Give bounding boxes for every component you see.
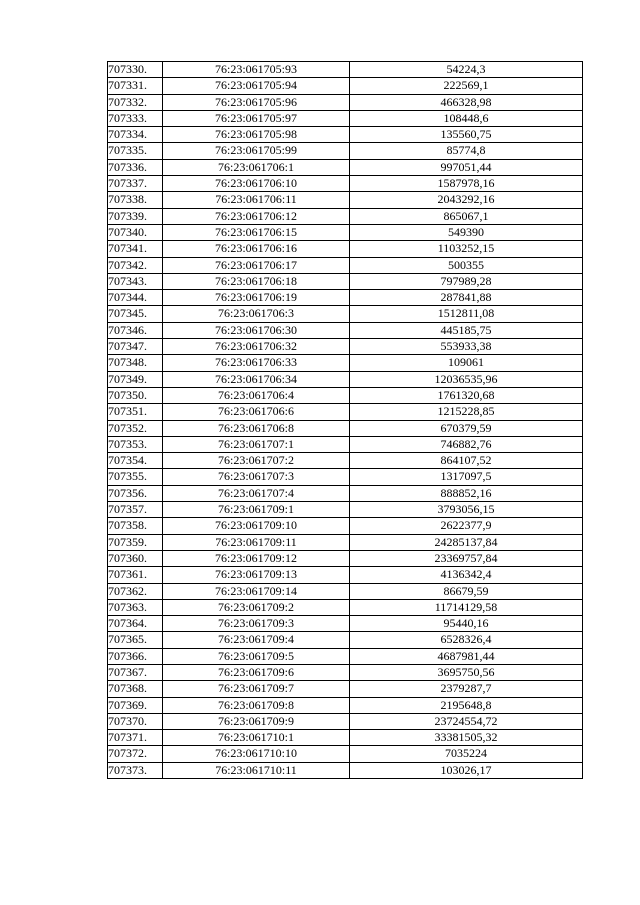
table-row — [108, 599, 583, 615]
cadastral-value-cell: 549390 — [350, 224, 583, 240]
cadastral-number-cell: 76:23:061706:1 — [163, 159, 350, 175]
row-number-cell: 707334. — [108, 127, 163, 143]
cadastral-number-cell: 76:23:061709:9 — [163, 713, 350, 729]
row-number-cell: 707342. — [108, 257, 163, 273]
cadastral-value-cell: 3793056,15 — [350, 502, 583, 518]
row-number-cell: 707332. — [108, 94, 163, 110]
table-row — [108, 257, 583, 273]
table-row — [108, 371, 583, 387]
row-number-cell: 707370. — [108, 713, 163, 729]
cadastral-value-cell: 865067,1 — [350, 208, 583, 224]
table-row — [108, 290, 583, 306]
cadastral-value-table — [107, 61, 583, 779]
row-number-cell: 707358. — [108, 518, 163, 534]
cadastral-value-cell: 85774,8 — [350, 143, 583, 159]
cadastral-value-cell: 1512811,08 — [350, 306, 583, 322]
cadastral-number-cell: 76:23:061707:3 — [163, 469, 350, 485]
row-number-cell: 707354. — [108, 453, 163, 469]
cadastral-number-cell: 76:23:061705:99 — [163, 143, 350, 159]
cadastral-number-cell: 76:23:061709:14 — [163, 583, 350, 599]
row-number-cell: 707344. — [108, 290, 163, 306]
cadastral-number-cell: 76:23:061709:10 — [163, 518, 350, 534]
cadastral-value-cell: 103026,17 — [350, 762, 583, 778]
row-number-cell: 707366. — [108, 648, 163, 664]
cadastral-number-cell: 76:23:061706:8 — [163, 420, 350, 436]
table-row — [108, 94, 583, 110]
cadastral-number-cell: 76:23:061709:5 — [163, 648, 350, 664]
cadastral-number-cell: 76:23:061706:30 — [163, 322, 350, 338]
row-number-cell: 707345. — [108, 306, 163, 322]
row-number-cell: 707364. — [108, 616, 163, 632]
cadastral-value-cell: 445185,75 — [350, 322, 583, 338]
table-row — [108, 62, 583, 78]
cadastral-value-cell: 23724554,72 — [350, 713, 583, 729]
table-row — [108, 420, 583, 436]
row-number-cell: 707353. — [108, 436, 163, 452]
cadastral-number-cell: 76:23:061709:11 — [163, 534, 350, 550]
cadastral-value-cell: 466328,98 — [350, 94, 583, 110]
row-number-cell: 707361. — [108, 567, 163, 583]
cadastral-value-cell: 24285137,84 — [350, 534, 583, 550]
cadastral-number-cell: 76:23:061710:10 — [163, 746, 350, 762]
cadastral-value-cell: 95440,16 — [350, 616, 583, 632]
cadastral-value-cell: 746882,76 — [350, 436, 583, 452]
row-number-cell: 707372. — [108, 746, 163, 762]
cadastral-value-cell: 7035224 — [350, 746, 583, 762]
table-row — [108, 404, 583, 420]
cadastral-value-cell: 1215228,85 — [350, 404, 583, 420]
row-number-cell: 707355. — [108, 469, 163, 485]
table-row — [108, 436, 583, 452]
cadastral-value-cell: 2379287,7 — [350, 681, 583, 697]
cadastral-number-cell: 76:23:061705:96 — [163, 94, 350, 110]
cadastral-value-cell: 1317097,5 — [350, 469, 583, 485]
cadastral-number-cell: 76:23:061706:34 — [163, 371, 350, 387]
cadastral-number-cell: 76:23:061706:11 — [163, 192, 350, 208]
table-row — [108, 697, 583, 713]
table-row — [108, 127, 583, 143]
cadastral-number-cell: 76:23:061706:15 — [163, 224, 350, 240]
row-number-cell: 707367. — [108, 664, 163, 680]
cadastral-number-cell: 76:23:061710:11 — [163, 762, 350, 778]
row-number-cell: 707348. — [108, 355, 163, 371]
cadastral-number-cell: 76:23:061709:6 — [163, 664, 350, 680]
cadastral-value-cell: 1587978,16 — [350, 176, 583, 192]
cadastral-value-cell: 287841,88 — [350, 290, 583, 306]
cadastral-number-cell: 76:23:061707:2 — [163, 453, 350, 469]
table-row — [108, 681, 583, 697]
row-number-cell: 707359. — [108, 534, 163, 550]
cadastral-number-cell: 76:23:061706:12 — [163, 208, 350, 224]
cadastral-number-cell: 76:23:061706:17 — [163, 257, 350, 273]
table-row — [108, 518, 583, 534]
cadastral-number-cell: 76:23:061707:4 — [163, 485, 350, 501]
table-row — [108, 78, 583, 94]
row-number-cell: 707333. — [108, 110, 163, 126]
cadastral-value-cell: 6528326,4 — [350, 632, 583, 648]
cadastral-number-cell: 76:23:061706:3 — [163, 306, 350, 322]
table-row — [108, 355, 583, 371]
cadastral-value-cell: 54224,3 — [350, 62, 583, 78]
cadastral-number-cell: 76:23:061710:1 — [163, 730, 350, 746]
cadastral-number-cell: 76:23:061706:16 — [163, 241, 350, 257]
cadastral-number-cell: 76:23:061705:94 — [163, 78, 350, 94]
table-row — [108, 632, 583, 648]
row-number-cell: 707365. — [108, 632, 163, 648]
row-number-cell: 707330. — [108, 62, 163, 78]
row-number-cell: 707360. — [108, 550, 163, 566]
cadastral-number-cell: 76:23:061706:19 — [163, 290, 350, 306]
row-number-cell: 707336. — [108, 159, 163, 175]
cadastral-number-cell: 76:23:061706:10 — [163, 176, 350, 192]
cadastral-value-cell: 135560,75 — [350, 127, 583, 143]
cadastral-value-cell: 670379,59 — [350, 420, 583, 436]
row-number-cell: 707371. — [108, 730, 163, 746]
row-number-cell: 707351. — [108, 404, 163, 420]
table-row — [108, 567, 583, 583]
row-number-cell: 707340. — [108, 224, 163, 240]
row-number-cell: 707338. — [108, 192, 163, 208]
row-number-cell: 707368. — [108, 681, 163, 697]
row-number-cell: 707349. — [108, 371, 163, 387]
cadastral-value-cell: 23369757,84 — [350, 550, 583, 566]
row-number-cell: 707362. — [108, 583, 163, 599]
row-number-cell: 707343. — [108, 273, 163, 289]
row-number-cell: 707369. — [108, 697, 163, 713]
row-number-cell: 707331. — [108, 78, 163, 94]
cadastral-number-cell: 76:23:061705:97 — [163, 110, 350, 126]
cadastral-number-cell: 76:23:061709:13 — [163, 567, 350, 583]
table-row — [108, 550, 583, 566]
table-row — [108, 485, 583, 501]
table-row — [108, 583, 583, 599]
table-row — [108, 746, 583, 762]
table-body — [108, 62, 583, 779]
cadastral-value-cell: 1761320,68 — [350, 387, 583, 403]
table-row — [108, 208, 583, 224]
cadastral-value-cell: 1103252,15 — [350, 241, 583, 257]
cadastral-number-cell: 76:23:061706:33 — [163, 355, 350, 371]
table-row — [108, 387, 583, 403]
cadastral-number-cell: 76:23:061709:7 — [163, 681, 350, 697]
table-row — [108, 453, 583, 469]
row-number-cell: 707352. — [108, 420, 163, 436]
row-number-cell: 707350. — [108, 387, 163, 403]
table-row — [108, 273, 583, 289]
cadastral-number-cell: 76:23:061709:1 — [163, 502, 350, 518]
table-row — [108, 143, 583, 159]
cadastral-number-cell: 76:23:061706:6 — [163, 404, 350, 420]
table-row — [108, 159, 583, 175]
cadastral-number-cell: 76:23:061705:98 — [163, 127, 350, 143]
cadastral-value-cell: 4136342,4 — [350, 567, 583, 583]
table-row — [108, 762, 583, 778]
table-row — [108, 224, 583, 240]
cadastral-number-cell: 76:23:061709:12 — [163, 550, 350, 566]
table-row — [108, 241, 583, 257]
table-row — [108, 648, 583, 664]
cadastral-value-cell: 997051,44 — [350, 159, 583, 175]
table-row — [108, 469, 583, 485]
row-number-cell: 707346. — [108, 322, 163, 338]
cadastral-value-cell: 500355 — [350, 257, 583, 273]
cadastral-number-cell: 76:23:061706:18 — [163, 273, 350, 289]
table-row — [108, 192, 583, 208]
row-number-cell: 707347. — [108, 339, 163, 355]
cadastral-value-cell: 33381505,32 — [350, 730, 583, 746]
cadastral-number-cell: 76:23:061706:4 — [163, 387, 350, 403]
table-row — [108, 730, 583, 746]
row-number-cell: 707356. — [108, 485, 163, 501]
cadastral-value-cell: 797989,28 — [350, 273, 583, 289]
table-row — [108, 616, 583, 632]
table-row — [108, 110, 583, 126]
cadastral-number-cell: 76:23:061709:2 — [163, 599, 350, 615]
row-number-cell: 707339. — [108, 208, 163, 224]
table-row — [108, 339, 583, 355]
row-number-cell: 707341. — [108, 241, 163, 257]
table-row — [108, 534, 583, 550]
cadastral-value-cell: 2195648,8 — [350, 697, 583, 713]
cadastral-value-cell: 3695750,56 — [350, 664, 583, 680]
cadastral-number-cell: 76:23:061709:8 — [163, 697, 350, 713]
row-number-cell: 707337. — [108, 176, 163, 192]
row-number-cell: 707335. — [108, 143, 163, 159]
row-number-cell: 707357. — [108, 502, 163, 518]
table-row — [108, 306, 583, 322]
cadastral-value-cell: 86679,59 — [350, 583, 583, 599]
table-row — [108, 322, 583, 338]
row-number-cell: 707373. — [108, 762, 163, 778]
cadastral-value-cell: 108448,6 — [350, 110, 583, 126]
cadastral-value-cell: 2043292,16 — [350, 192, 583, 208]
cadastral-value-cell: 11714129,58 — [350, 599, 583, 615]
cadastral-value-cell: 109061 — [350, 355, 583, 371]
cadastral-number-cell: 76:23:061706:32 — [163, 339, 350, 355]
cadastral-value-cell: 222569,1 — [350, 78, 583, 94]
cadastral-value-cell: 864107,52 — [350, 453, 583, 469]
cadastral-value-cell: 12036535,96 — [350, 371, 583, 387]
cadastral-value-cell: 553933,38 — [350, 339, 583, 355]
table-row — [108, 664, 583, 680]
cadastral-number-cell: 76:23:061709:3 — [163, 616, 350, 632]
cadastral-value-cell: 888852,16 — [350, 485, 583, 501]
cadastral-number-cell: 76:23:061709:4 — [163, 632, 350, 648]
table-row — [108, 502, 583, 518]
row-number-cell: 707363. — [108, 599, 163, 615]
table-row — [108, 713, 583, 729]
cadastral-number-cell: 76:23:061705:93 — [163, 62, 350, 78]
cadastral-value-cell: 4687981,44 — [350, 648, 583, 664]
cadastral-value-cell: 2622377,9 — [350, 518, 583, 534]
table-row — [108, 176, 583, 192]
cadastral-number-cell: 76:23:061707:1 — [163, 436, 350, 452]
